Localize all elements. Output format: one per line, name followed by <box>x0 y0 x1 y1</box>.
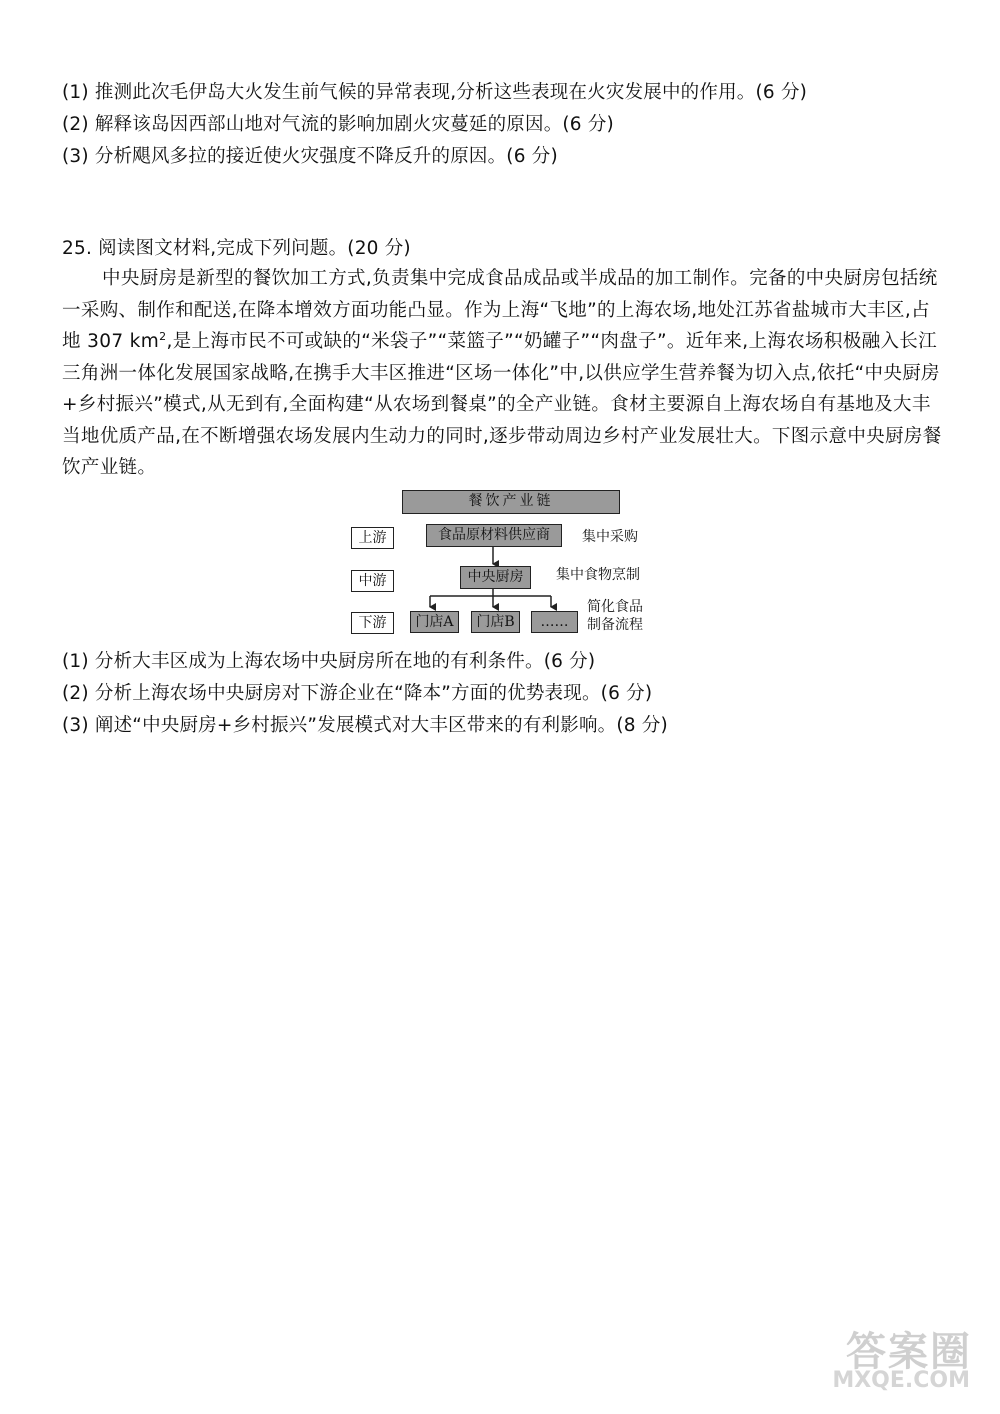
watermark-logo <box>782 1320 982 1400</box>
level-downstream: 下游 <box>351 612 394 634</box>
q25-material-paragraph <box>62 263 942 484</box>
upstream-note: 集中采购 <box>582 529 638 545</box>
downstream-note-line-2: 制备流程 <box>587 617 643 633</box>
prev-question-3: (3) 分析飓风多拉的接近使火灾强度不降反升的原因。(6 分) <box>62 146 558 167</box>
q25-paragraph-part-b: ,是上海市民不可或缺的“米袋子”“菜篮子”“奶罐子”“肉盘子”。近年来,上海农场积极融入长江三角洲一体化发展国家战略,在携手大丰区推进“区场一体化”中,以供应学生营养餐为切入点,依托“中央厨房+乡村振兴”模式,从无到有,全面构建“从农场到餐桌”的全产业链。食材主要源自上海农场自有基地及大丰当地优质产品,在不断增强农场发展内生动力的同时,逐步带动周边乡村产业发展壮大。下图示意中央厨房餐饮产业链。 <box>62 331 942 478</box>
level-upstream: 上游 <box>351 527 394 549</box>
prev-question-2: (2) 解释该岛因西部山地对气流的影响加剧火灾蔓延的原因。(6 分) <box>62 114 614 135</box>
level-midstream: 中游 <box>351 570 394 592</box>
q25-question-2: (2) 分析上海农场中央厨房对下游企业在“降本”方面的优势表现。(6 分) <box>62 683 653 704</box>
q25-superscript: 2 <box>159 329 167 343</box>
supplier-box: 食品原材料供应商 <box>426 524 562 547</box>
more-stores-box: …… <box>531 611 578 633</box>
store-b-box: 门店B <box>471 611 520 633</box>
diagram-title-box: 餐饮产业链 <box>402 490 620 514</box>
watermark-main-text: 答案圈 <box>846 1329 972 1375</box>
prev-question-1: (1) 推测此次毛伊岛大火发生前气候的异常表现,分析这些表现在火灾发展中的作用。(6 分) <box>62 82 808 103</box>
central-kitchen-box: 中央厨房 <box>460 566 531 589</box>
downstream-note-line-1: 简化食品 <box>587 599 643 615</box>
watermark-site-text: MXQE.COM <box>832 1368 970 1393</box>
industry-chain-diagram <box>340 486 670 636</box>
q25-question-3: (3) 阐述“中央厨房+乡村振兴”发展模式对大丰区带来的有利影响。(8 分) <box>62 715 668 736</box>
q25-heading: 25. 阅读图文材料,完成下列问题。(20 分) <box>62 238 411 259</box>
midstream-note: 集中食物烹制 <box>556 567 640 583</box>
q25-question-1: (1) 分析大丰区成为上海农场中央厨房所在地的有利条件。(6 分) <box>62 651 596 672</box>
store-a-box: 门店A <box>410 611 459 633</box>
q25-paragraph-part-a: 中央厨房是新型的餐饮加工方式,负责集中完成食品成品或半成品的加工制作。完备的中央厨房包括统一采购、制作和配送,在降本增效方面功能凸显。作为上海“飞地”的上海农场,地处江苏省盐城市大丰区,占地 307 km <box>62 268 938 352</box>
